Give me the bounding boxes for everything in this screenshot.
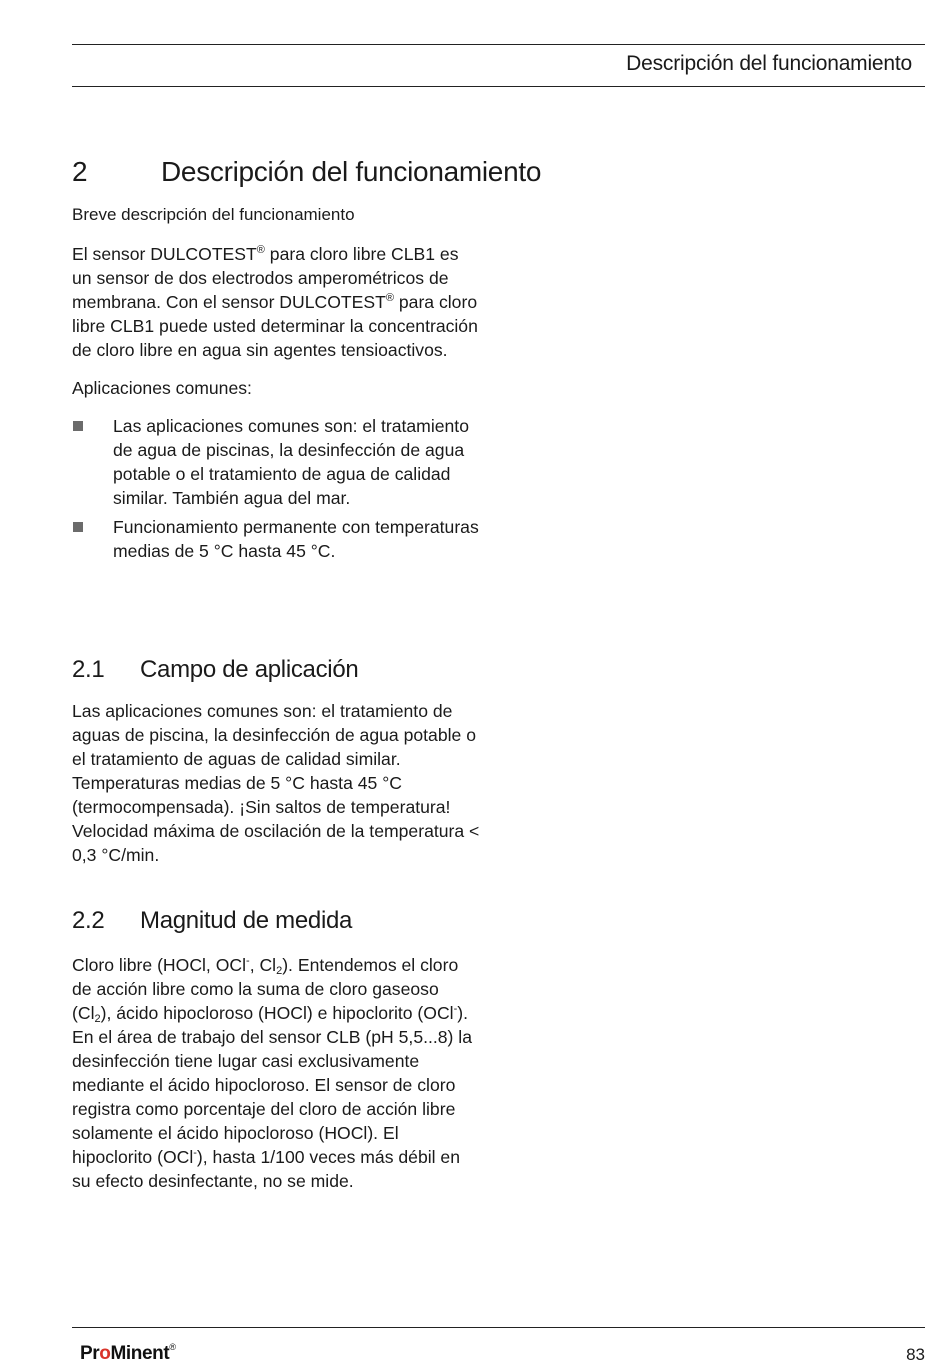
applications-list bbox=[72, 414, 482, 563]
section-title: Campo de aplicación bbox=[140, 656, 359, 683]
logo-text: Minent bbox=[110, 1343, 170, 1364]
section-2-2-body bbox=[72, 953, 482, 1193]
logo-text: Pr bbox=[80, 1343, 100, 1364]
section-2-2-paragraph bbox=[72, 953, 482, 1193]
text-run: para cloro libre CLB1 es un sensor de dos electrodos amperométricos de membrana. Con el sensor DULCOTEST bbox=[72, 244, 459, 312]
text-run: ), hasta 1/100 veces más débil en su efecto desinfectante, no se mide. bbox=[72, 1147, 461, 1191]
registered-mark: ® bbox=[256, 244, 265, 256]
text-run: ). Entendemos el cloro de acción libre como la suma de cloro gaseoso (Cl bbox=[72, 955, 459, 1023]
text-run: para cloro libre CLB1 puede usted determinar la concentración de cloro libre en agua sin agentes tensioactivos. bbox=[72, 292, 478, 360]
prominent-logo bbox=[80, 1342, 176, 1365]
section-2-1-paragraph: Las aplicaciones comunes son: el tratamiento de aguas de piscina, la desinfección de agua potable o el tratamiento de aguas de calidad similar. Temperaturas medias de 5 °C hasta 45 °C (termocompensada). ¡Sin saltos de temperatura! Velocidad máxima de oscilación de la temperatura < 0,3 °C/min. bbox=[72, 701, 480, 865]
list-item bbox=[72, 515, 482, 563]
square-bullet-icon bbox=[73, 522, 83, 532]
section-title: Magnitud de medida bbox=[140, 907, 353, 934]
footer-rule bbox=[72, 1327, 925, 1328]
registered-mark: ® bbox=[385, 292, 394, 304]
running-header-title: Descripción del funcionamiento bbox=[626, 52, 912, 75]
logo-registered-mark: ® bbox=[169, 1342, 176, 1352]
page-number: 83 bbox=[906, 1345, 925, 1364]
superscript: - bbox=[246, 955, 250, 967]
superscript: - bbox=[193, 1147, 197, 1159]
list-item-text: Las aplicaciones comunes son: el tratamiento de agua de piscinas, la desinfección de agua potable o el tratamiento de agua de calidad similar. También agua del mar. bbox=[113, 416, 469, 508]
superscript: - bbox=[453, 1003, 458, 1015]
text-run: El sensor DULCOTEST bbox=[72, 244, 257, 264]
section-number: 2.1 bbox=[72, 656, 105, 683]
text-run: ), ácido hipocloroso (HOCl) e hipoclorito (OCl bbox=[100, 1003, 454, 1023]
list-item bbox=[72, 414, 482, 510]
text-run: , Cl bbox=[249, 955, 277, 975]
subscript: 2 bbox=[94, 1013, 101, 1025]
text-run: ). En el área de trabajo del sensor CLB (pH 5,5...8) la desinfección tiene lugar casi exclusivamente mediante el ácido hipocloroso. El sensor de cloro registra como porcentaje del cloro de acción libre solamente el ácido hipocloroso (HOCl). El hipoclorito (OCl bbox=[72, 1003, 472, 1167]
section-2-1-body bbox=[72, 699, 482, 867]
header-rule-bottom bbox=[72, 86, 925, 87]
chapter-number: 2 bbox=[72, 156, 88, 187]
applications-label: Aplicaciones comunes: bbox=[72, 378, 252, 398]
section-2-1-heading bbox=[72, 656, 358, 684]
text-run: Cloro libre (HOCl, OCl bbox=[72, 955, 247, 975]
brief-description-paragraph bbox=[72, 242, 482, 362]
header-rule-top bbox=[72, 44, 925, 45]
brief-description-block bbox=[72, 242, 482, 568]
chapter-title: Descripción del funcionamiento bbox=[161, 156, 542, 187]
list-item-text: Funcionamiento permanente con temperaturas medias de 5 °C hasta 45 °C. bbox=[113, 517, 479, 561]
brief-description-heading: Breve descripción del funcionamiento bbox=[72, 205, 355, 224]
section-number: 2.2 bbox=[72, 907, 105, 934]
section-2-2-heading bbox=[72, 907, 352, 935]
square-bullet-icon bbox=[73, 421, 83, 431]
chapter-heading bbox=[72, 156, 541, 188]
logo-text: o bbox=[99, 1343, 111, 1364]
subscript: 2 bbox=[276, 965, 283, 977]
